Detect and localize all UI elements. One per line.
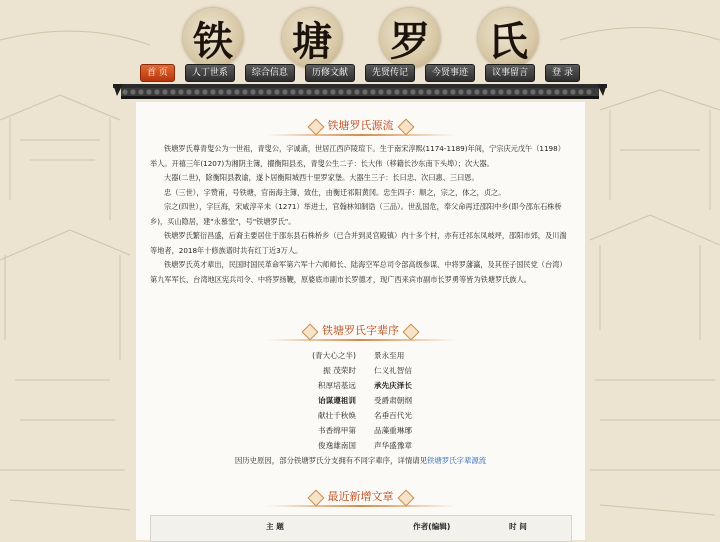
generation-row-right: 品藻重琳琊 [374, 426, 412, 435]
origin-paragraph-4: 宗之(四世），字巨海，宋咸淳辛未（1271）举进士，官翰林知制诰（三品）。世乱国危，奉父命再迁邵阳中乡(即今邵东石株桥乡)，买山隐居，建"永慕堂"，号"铁塘罗氏"。 [150, 202, 562, 226]
origin-paragraph-1: 铁塘罗氏尊青叟公为一世祖，青叟公，字诚斋，世居江西庐陵瑄下。生于南宋淳熙(1174-1189)年间，宁宗庆元戊午（1198）举人。开禧三年(1207)为湘阴主簿，擢衡阳县丞，青叟公生二子：长大伟（移籍长沙东南下头埠）；次大器。 [150, 144, 565, 168]
recent-title: 最近新增文章 [308, 486, 414, 508]
generation-row-right: 受爵肃朝纲 [374, 396, 412, 405]
generation-row-left: 诒谋遵祖训 [318, 396, 356, 405]
generation-note [136, 455, 585, 466]
generation-row [136, 393, 585, 408]
generation-row-right: 承先庆泽长 [374, 381, 412, 390]
generation-row [136, 408, 585, 423]
content-panel [136, 102, 585, 540]
generation-row-right: 景永至用 [374, 351, 405, 360]
site-title-char-4: 氏 [478, 8, 538, 68]
origin-paragraph-2: 大器(二世)，除衡阳县教谕，遂卜居衡阳城西十里罗家堡。大器生三子：长曰忠、次曰惠、三曰恩。 [164, 173, 479, 182]
origin-title: 铁塘罗氏源流 [308, 115, 414, 137]
nav-item-messages[interactable]: 议事留言 [485, 64, 535, 82]
site-title-char-1: 铁 [183, 8, 243, 68]
nav-item-documents[interactable]: 历修文献 [305, 64, 355, 82]
generation-section-title [136, 319, 585, 341]
generation-row [136, 378, 585, 393]
generation-row-left: 书香绵甲第 [318, 426, 356, 435]
generation-row-right: 声华盛豫章 [374, 441, 412, 450]
nav-item-lineage[interactable]: 人丁世系 [185, 64, 235, 82]
origin-section-title [136, 114, 585, 136]
generation-row-left: (青大心之半) [312, 351, 356, 360]
origin-text [150, 142, 570, 287]
nav-item-biographies[interactable]: 先贤传记 [365, 64, 415, 82]
origin-paragraph-3: 忠（三世），字赞甫，号铁塘，官南海主簿，致仕，由衡迁祁阳黄冈。忠生四子：顺之，宗之，体之，贞之。 [164, 187, 506, 197]
generation-row-right: 仁义礼智信 [374, 366, 412, 375]
recent-articles-table [150, 515, 572, 542]
generation-row-left: 俊逸雄南国 [318, 441, 356, 450]
site-title-char-2: 塘 [282, 8, 342, 68]
recent-section-title [136, 485, 585, 507]
origin-paragraph-5: 铁塘罗氏繁衍昌盛，后裔主要居住于邵东县石株桥乡（已合并到灵官殿镇）内十多个村，亦有迁祁东凤岐坪，邵阳市郊，及川湍等地者，2018年十修族谱时共有红丁近3万人。 [150, 231, 567, 255]
generation-row-left: 积厚培基远 [318, 381, 356, 390]
generation-row [136, 363, 585, 378]
column-header-time[interactable]: 时 间 [509, 522, 527, 531]
column-header-subject[interactable]: 主 题 [266, 522, 284, 531]
generation-source-link[interactable]: 铁塘罗氏字辈源流 [427, 456, 487, 465]
generation-title: 铁塘罗氏字辈序 [302, 320, 419, 342]
generation-note-text: 因历史原因，部分铁塘罗氏分支拥有不同字辈序，详情请见 [234, 456, 428, 465]
origin-paragraph-6: 铁塘罗氏英才辈出，民国时国民革命军第六军十六师师长、陆海空军总司令部高级参谋、中将罗藩瀛，及其侄子国民党（台湾）第九军军长、台湾地区宪兵司令、中将罗扬鞭，原婆底市副市长罗德才，现广西来宾市副市长罗勇等皆为铁塘罗氏族人。 [150, 260, 567, 284]
column-header-author[interactable]: 作者(编辑) [413, 522, 451, 531]
generation-row-left: 振 茂荣时 [323, 366, 356, 375]
nav-item-home[interactable]: 首 页 [140, 64, 175, 82]
generation-row [136, 423, 585, 438]
main-nav [140, 64, 580, 82]
generation-row-left: 献壮千秋焕 [318, 411, 356, 420]
generation-row [136, 348, 585, 363]
site-title-char-3: 罗 [380, 8, 440, 68]
roof-tile-decoration [113, 82, 607, 102]
nav-item-info[interactable]: 综合信息 [245, 64, 295, 82]
generation-row-right: 名垂百代光 [374, 411, 412, 420]
generation-row [136, 438, 585, 453]
nav-item-login[interactable]: 登 录 [545, 64, 580, 82]
nav-item-achievements[interactable]: 今贤事迹 [425, 64, 475, 82]
